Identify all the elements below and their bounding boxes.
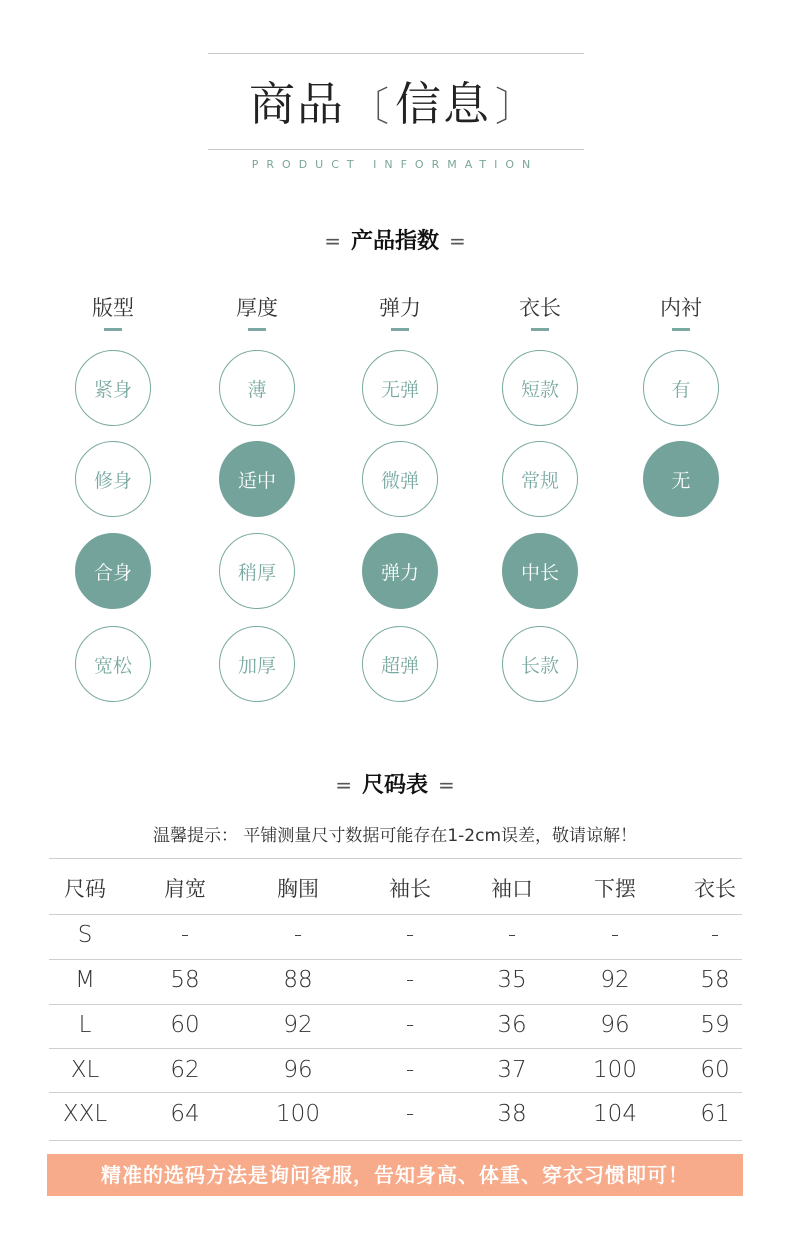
index-option: 微弹 [362, 441, 438, 517]
table-rule [49, 858, 742, 859]
size-chart-title [0, 770, 790, 801]
table-cell: - [507, 922, 517, 948]
table-header-cell: 肩宽 [164, 877, 206, 901]
table-cell: 36 [497, 1012, 527, 1038]
table-cell: 60 [170, 1012, 200, 1038]
index-column-underline [531, 328, 549, 331]
table-cell: 104 [593, 1101, 637, 1127]
header-bottom-line [208, 149, 584, 150]
index-column-underline [672, 328, 690, 331]
index-column-underline [104, 328, 122, 331]
table-cell: 96 [600, 1012, 630, 1038]
table-cell: - [180, 922, 190, 948]
eq-left: = [324, 229, 341, 253]
index-option: 薄 [219, 350, 295, 426]
title-bracket-right: 〕 [495, 84, 537, 130]
table-cell: 38 [497, 1101, 527, 1127]
table-cell: - [405, 1012, 415, 1038]
table-size-label: L [78, 1012, 92, 1038]
index-column-underline [391, 328, 409, 331]
table-cell: 61 [700, 1101, 730, 1127]
index-column-label: 版型 [92, 296, 134, 320]
title-bracket-left: 〔 [349, 84, 391, 130]
size-tip: 温馨提示： 平铺测量尺寸数据可能存在1-2cm误差，敬请谅解！ [152, 826, 638, 846]
table-cell: 64 [170, 1101, 200, 1127]
page-subtitle: PRODUCT INFORMATION [251, 158, 539, 171]
size-chart-title-text: 尺码表 [361, 773, 428, 798]
table-cell: 100 [593, 1057, 637, 1083]
table-cell: 60 [700, 1057, 730, 1083]
table-size-label: M [75, 967, 95, 993]
table-cell: - [405, 1057, 415, 1083]
table-cell: - [405, 1101, 415, 1127]
index-option-selected: 合身 [75, 533, 151, 609]
table-cell: 59 [700, 1012, 730, 1038]
table-cell: 92 [600, 967, 630, 993]
index-option-selected: 中长 [502, 533, 578, 609]
index-option: 无弹 [362, 350, 438, 426]
table-header-cell: 衣长 [694, 877, 736, 901]
index-option-selected: 弹力 [362, 533, 438, 609]
table-rule [49, 1092, 742, 1093]
table-size-label: S [77, 922, 93, 948]
eq-left: = [335, 773, 352, 797]
table-rule [49, 1140, 742, 1141]
table-cell: - [293, 922, 303, 948]
header-top-line [208, 53, 584, 54]
table-size-label: XXL [62, 1101, 108, 1127]
index-column-label: 弹力 [379, 296, 421, 320]
table-cell: - [405, 967, 415, 993]
index-column-underline [248, 328, 266, 331]
index-option: 有 [643, 350, 719, 426]
table-header-cell: 尺码 [64, 877, 106, 901]
eq-right: = [438, 773, 455, 797]
title-part1: 商品 [249, 77, 345, 131]
table-cell: - [405, 922, 415, 948]
index-column-label: 内衬 [660, 296, 702, 320]
table-header-cell: 袖长 [389, 877, 431, 901]
index-option: 修身 [75, 441, 151, 517]
product-index-title [0, 226, 790, 257]
title-part2: 信息 [395, 77, 491, 131]
table-cell: 88 [283, 967, 313, 993]
index-option: 加厚 [219, 626, 295, 702]
table-rule [49, 1048, 742, 1049]
table-cell: - [610, 922, 620, 948]
index-option: 超弹 [362, 626, 438, 702]
index-option-selected: 适中 [219, 441, 295, 517]
index-column-label: 厚度 [236, 296, 278, 320]
table-cell: 58 [700, 967, 730, 993]
table-rule [49, 959, 742, 960]
table-cell: 92 [283, 1012, 313, 1038]
page-title [0, 72, 790, 139]
table-header-cell: 胸围 [277, 877, 319, 901]
index-option: 宽松 [75, 626, 151, 702]
table-size-label: XL [70, 1057, 100, 1083]
table-rule [49, 1004, 742, 1005]
table-header-cell: 下摆 [594, 877, 636, 901]
eq-right: = [449, 229, 466, 253]
index-option-selected: 无 [643, 441, 719, 517]
product-index-title-text: 产品指数 [350, 229, 439, 254]
table-cell: 58 [170, 967, 200, 993]
size-advice-banner: 精准的选码方法是询问客服，告知身高、体重、穿衣习惯即可！ [47, 1154, 743, 1196]
table-cell: 62 [170, 1057, 200, 1083]
index-option: 稍厚 [219, 533, 295, 609]
index-option: 常规 [502, 441, 578, 517]
table-cell: 37 [497, 1057, 527, 1083]
index-option: 短款 [502, 350, 578, 426]
index-option: 长款 [502, 626, 578, 702]
table-cell: 96 [283, 1057, 313, 1083]
table-cell: 35 [497, 967, 527, 993]
table-cell: 100 [276, 1101, 320, 1127]
table-header-cell: 袖口 [491, 877, 533, 901]
index-option: 紧身 [75, 350, 151, 426]
table-cell: - [710, 922, 720, 948]
table-rule [49, 914, 742, 915]
index-column-label: 衣长 [519, 296, 561, 320]
